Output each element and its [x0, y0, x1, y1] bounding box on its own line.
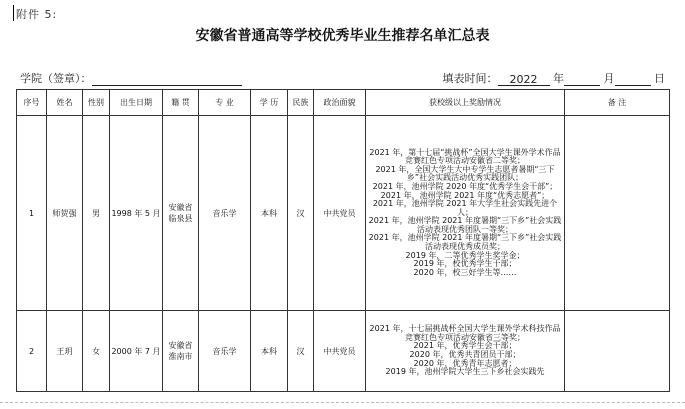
header-degree: 学 历	[251, 90, 288, 116]
header-gender: 性别	[83, 90, 110, 116]
fill-year: 2022	[498, 73, 550, 86]
cell-major: 音乐学	[199, 311, 251, 392]
cell-name: 师贺强	[47, 116, 83, 311]
text-cursor	[13, 5, 14, 21]
cell-gender: 男	[83, 116, 110, 311]
header-name: 姓名	[47, 90, 83, 116]
fill-date-line	[443, 70, 666, 86]
year-unit: 年	[553, 72, 564, 85]
native-text: 安徽省 淮南市	[168, 341, 193, 361]
cell-no: 1	[17, 116, 47, 311]
cell-native	[163, 311, 199, 392]
cell-remark	[565, 311, 670, 392]
document-title: 安徽省普通高等学校优秀毕业生推荐名单汇总表	[195, 28, 490, 44]
cell-no: 2	[17, 311, 47, 392]
month-blank	[564, 73, 600, 86]
cell-birth: 1998 年 5 月	[110, 116, 163, 311]
college-signature-line	[20, 70, 242, 86]
cell-major: 音乐学	[199, 116, 251, 311]
header-no: 序号	[17, 90, 47, 116]
cell-gender: 女	[83, 311, 110, 392]
day-blank	[615, 73, 651, 86]
fill-date-label: 填表时间：	[442, 72, 498, 85]
month-unit: 月	[603, 72, 615, 85]
table-row	[17, 311, 670, 392]
recommendation-table	[16, 89, 670, 392]
native-text: 安徽省 临泉县	[168, 203, 193, 223]
cell-political: 中共党员	[314, 311, 366, 392]
header-major: 专 业	[199, 90, 251, 116]
header-native: 籍 贯	[163, 90, 199, 116]
cell-ethnicity: 汉	[288, 311, 314, 392]
cell-remark	[565, 116, 670, 311]
cell-ethnicity: 汉	[288, 116, 314, 311]
cell-native	[163, 116, 199, 311]
header-political: 政治面貌	[314, 90, 366, 116]
cell-awards: 2021 年，十七届挑战杯全国大学生课外学术科技作品竞赛红色专项活动安徽省三等奖； 2021 年，优秀学生会干部； 2020 年，优秀共青团员干部； 2020 年，优秀青年志愿者； 2019 年，池州学院大学生三下乡社会实践先	[366, 311, 565, 392]
cell-degree: 本科	[251, 311, 288, 392]
attachment-label: 附件 5:	[16, 8, 58, 21]
table-row	[17, 116, 670, 311]
cell-name: 王玥	[47, 311, 83, 392]
cell-birth: 2000 年 7 月	[110, 311, 163, 392]
header-birth: 出生日期	[110, 90, 163, 116]
college-label: 学院（签章）：	[20, 72, 92, 85]
cell-awards: 2021 年，第十七届“挑战杯”全国大学生课外学术作品竞赛红色专项活动安徽省二等奖； 2021 年，全国大学生大中专学生志愿者暑期“三下乡”社会实践活动优秀实践团队； 2021 年，池州学院 2020 年度“优秀学生会干部”； 2021 年，池州学院 2021 年度“优秀志愿者”； 2021 年，池州学院 2021 年大学生社会实践先进个人； 2021 年，池州学院 2021 年度暑期“三下乡”社会实践活动表现优秀团队一等奖； 2021 年，池州学院 2021 年度暑期“三下乡”社会实践活动表现优秀成员奖； 2019 年，二等优秀学生奖学金； 2019 年，校优秀学生干部； 2020 年，校三好学生等……	[366, 116, 565, 311]
cell-political: 中共党员	[314, 116, 366, 311]
header-ethnicity: 民族	[288, 90, 314, 116]
day-unit: 日	[654, 72, 665, 85]
cell-degree: 本科	[251, 116, 288, 311]
header-row	[17, 90, 670, 116]
header-remark: 备 注	[565, 90, 670, 116]
page-bottom-rule	[0, 402, 685, 403]
header-awards: 获校级以上奖励情况	[366, 90, 565, 116]
college-blank	[92, 73, 242, 86]
